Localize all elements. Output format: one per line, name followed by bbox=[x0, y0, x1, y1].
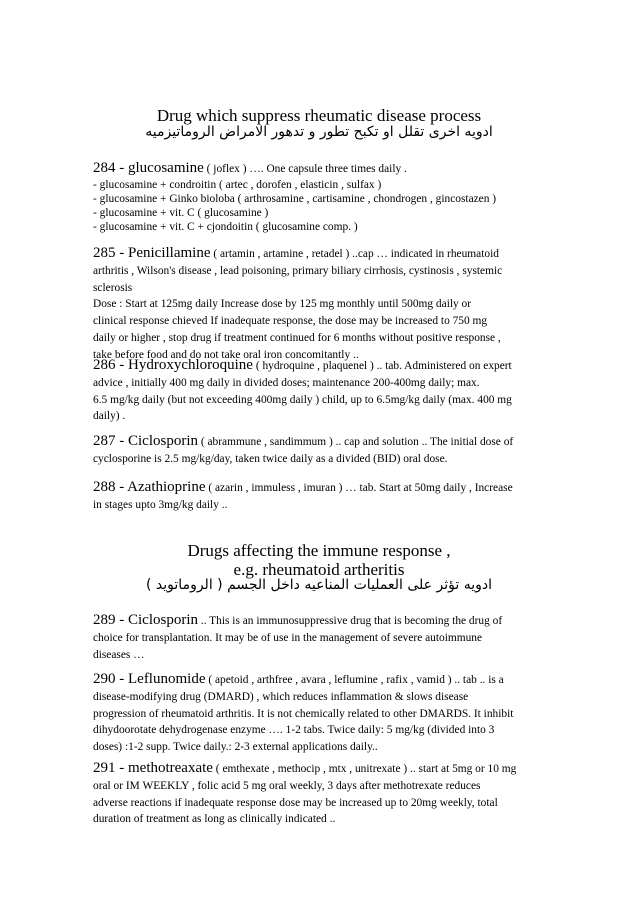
drug-line: - glucosamine + Ginko bioloba ( arthrosamine , cartisamine , chondrogen , gincostazen ) bbox=[93, 192, 497, 205]
drug-heading: 285 - Penicillamine bbox=[93, 245, 211, 261]
drug-line: advice , initially 400 mg daily in divided doses; maintenance 200-400mg daily; max. bbox=[93, 376, 480, 389]
drug-line: progression of rheumatoid arthritis. It is not chemically related to other DMARDS. It inhibit bbox=[93, 707, 514, 720]
drug-heading: 289 - Ciclosporin bbox=[93, 612, 198, 628]
drug-entry-285 bbox=[93, 245, 548, 364]
drug-line: daily) . bbox=[93, 410, 126, 423]
section-title-immune-2: e.g. rheumatoid artheritis bbox=[233, 560, 405, 579]
drug-heading: 290 - Leflunomide bbox=[93, 671, 206, 687]
drug-line: 6.5 mg/kg daily (but not exceeding 400mg daily ) child, up to 6.5mg/kg daily (max. 400 mg bbox=[93, 393, 512, 406]
drug-line: daily or higher , stop drug if treatment continued for 6 months without positive response , bbox=[93, 331, 501, 344]
drug-line: sclerosis bbox=[93, 281, 133, 294]
drug-line: - glucosamine + vit. C ( glucosamine ) bbox=[93, 206, 269, 219]
drug-heading: 287 - Ciclosporin bbox=[93, 433, 198, 449]
drug-heading: 288 - Azathioprine bbox=[93, 479, 206, 495]
drug-line: take before food and do not take oral iron concomitantly .. bbox=[93, 348, 359, 361]
section-title-immune-1: Drugs affecting the immune response , bbox=[187, 541, 451, 560]
drug-entry-286 bbox=[93, 357, 548, 425]
drug-line: - glucosamine + vit. C + cjondoitin ( glucosamine comp. ) bbox=[93, 220, 358, 233]
drug-line: arthritis , Wilson's disease , lead poisoning, primary biliary cirrhosis, cystinosis , systemic bbox=[93, 264, 503, 277]
drug-line: dihydoorotate dehydrogenase enzyme …. 1-2 tabs. Twice daily: 5 mg/kg (divided into 3 bbox=[93, 724, 495, 737]
section-title-suppress: Drug which suppress rheumatic disease process bbox=[156, 106, 482, 125]
drug-line: clinical response chieved If inadequate response, the dose may be increased to 750 mg bbox=[93, 315, 488, 328]
drug-summary: ( hydroquine , plaquenel ) .. tab. Administered on expert bbox=[252, 360, 512, 372]
drug-summary: ( artamin , artamine , retadel ) ..cap … indicated in rheumatoid bbox=[210, 248, 499, 260]
drug-line: cyclosporine is 2.5 mg/kg/day, taken twice daily as a divided (BID) oral dose. bbox=[93, 452, 448, 465]
drug-line: disease-modifying drug (DMARD) , which reduces inflammation & slows disease bbox=[93, 690, 469, 703]
drug-summary: ( emthexate , methocip , mtx , unitrexate ) .. start at 5mg or 10 mg bbox=[212, 763, 517, 775]
drug-entry-284 bbox=[93, 160, 548, 234]
drug-line: choice for transplantation. It may be of use in the management of severe autoimmune bbox=[93, 631, 483, 644]
drug-line: adverse reactions if inadequate response dose may be increased up to 20mg weekly, total bbox=[93, 796, 498, 809]
drug-summary: ( abrammune , sandimmum ) .. cap and solution .. The initial dose of bbox=[198, 436, 514, 448]
section-arabic-immune: ادويه تؤثر على العمليات المناعيه داخل الجسم ( الروماتويد ) bbox=[146, 577, 492, 593]
drug-line: oral or IM WEEKLY , folic acid 5 mg oral weekly, 3 days after methotrexate reduces bbox=[93, 779, 481, 792]
drug-entry-287 bbox=[93, 433, 548, 468]
drug-summary: ( apetoid , arthfree , avara , leflumine , rafix , vamid ) .. tab .. is a bbox=[205, 674, 504, 686]
drug-line: diseases … bbox=[93, 648, 145, 661]
drug-entry-290 bbox=[93, 671, 548, 756]
drug-summary: .. This is an immunosuppressive drug that is becoming the drug of bbox=[198, 615, 503, 627]
drug-heading: 286 - Hydroxychloroquine bbox=[93, 357, 253, 373]
drug-entry-289 bbox=[93, 612, 548, 663]
drug-line: doses) :1-2 supp. Twice daily.: 2-3 external applications daily.. bbox=[93, 741, 378, 754]
drug-summary: ( joflex ) …. One capsule three times daily . bbox=[203, 163, 407, 175]
drug-line: duration of treatment as long as clinically indicated .. bbox=[93, 813, 336, 826]
drug-heading: 291 - methotreaxate bbox=[93, 760, 213, 776]
drug-entry-288 bbox=[93, 479, 548, 514]
drug-heading: 284 - glucosamine bbox=[93, 160, 204, 176]
drug-line: in stages upto 3mg/kg daily .. bbox=[93, 498, 228, 511]
drug-summary: ( azarin , immuless , imuran ) … tab. Start at 50mg daily , Increase bbox=[205, 482, 513, 494]
drug-entry-291 bbox=[93, 760, 548, 828]
section-arabic-suppress: ادويه اخرى تقلل او تكبح تطور و تدهور الامراض الروماتيزميه bbox=[145, 124, 493, 140]
drug-line: - glucosamine + condroitin ( artec , dorofen , elasticin , sulfax ) bbox=[93, 178, 382, 191]
drug-line: Dose : Start at 125mg daily Increase dose by 125 mg monthly until 500mg daily or bbox=[93, 298, 472, 311]
